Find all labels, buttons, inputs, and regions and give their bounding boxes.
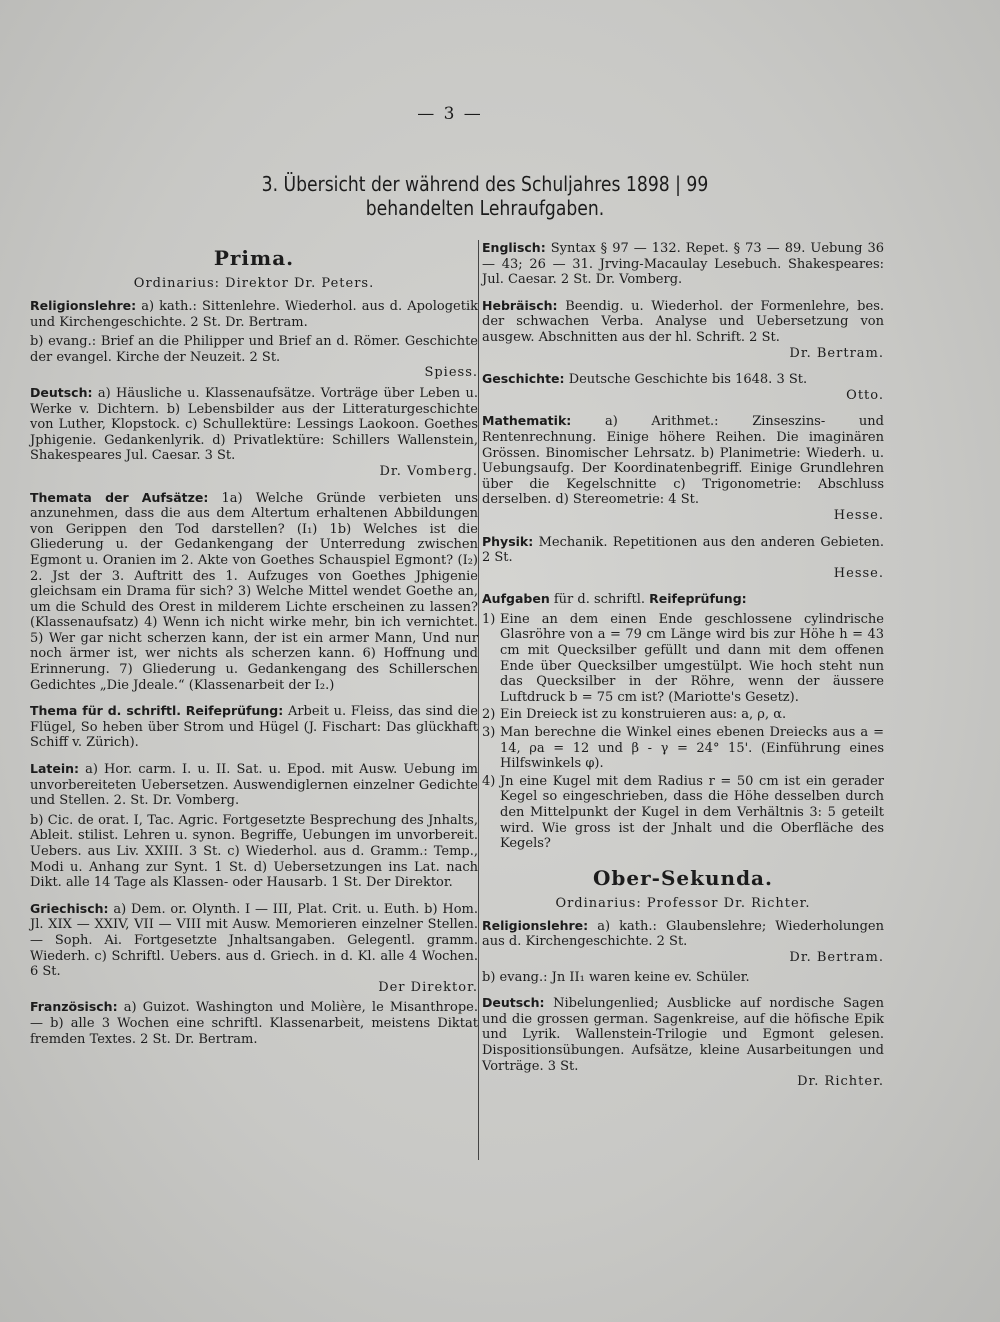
prima-franzoesisch — [30, 999, 478, 1047]
subject-label: Aufgaben — [482, 591, 550, 607]
subject-text: Mechanik. Repetitionen aus den anderen Gebieten. 2 St. — [482, 534, 884, 566]
section-title-prima: Prima. — [213, 246, 295, 270]
os-religion-b — [482, 970, 884, 986]
teacher-signature: Hesse. — [833, 507, 884, 523]
subject-label: Französisch: — [30, 999, 118, 1015]
problem-number: 3) — [482, 725, 496, 741]
os-religion-a — [482, 918, 884, 966]
subject-label: Mathematik: — [482, 413, 572, 429]
subject-text: a) kath.: Sittenlehre. Wiederhol. aus d. Apologetik und Kirchengeschichte. 2 St. Dr. Bertram. — [30, 299, 478, 330]
subject-label: Reifeprüfung: — [649, 591, 747, 607]
subject-label: Geschichte: — [482, 371, 565, 387]
subject-label: Reifeprüfung: — [185, 703, 284, 719]
left-column — [30, 240, 478, 1057]
heading-line-2: behandelten Lehraufgaben. — [365, 196, 605, 220]
page-number: — 3 — — [417, 104, 483, 124]
problem-number: 1) — [482, 611, 496, 627]
prima-geschichte — [482, 371, 884, 403]
subject-text: a) Arithmet.: Zinseszins- und Rentenrechnung. Einige höhere Reihen. Die imaginären Grössen. Binomischer Lehrsatz. b) Planimetrie: Wiederh. u. Uebungsaufg. Der Koordinatenbegriff. Einige Grundlehren über die Kegelschnitte c) Trigonometrie: Abschluss derselben. d) Stereometrie: 4 St. — [482, 414, 884, 508]
subject-label: Griechisch: — [30, 900, 109, 916]
subject-text: b) evang.: Jn II₁ waren keine ev. Schüler. — [482, 969, 750, 985]
subject-text: a) Häusliche u. Klassenaufsätze. Vorträge über Leben u. Werke v. Dichtern. b) Lebensbilder aus der Litteraturgeschichte von Luther, Klopstock. c) Schullektüre: Lessings Laokoon. Goethes Jphigenie. Gedankenlyrik. d) Privatlektüre: Schillers Wallenstein, Shakespeares Jul. Caesar. 3 St. — [30, 385, 478, 464]
problem-item — [482, 774, 884, 852]
page-heading — [231, 172, 738, 220]
prima-religion-a — [30, 298, 478, 330]
problem-text: Jn eine Kugel mit dem Radius r = 50 cm ist ein gerader Kegel so eingeschrieben, dass die Höhe desselben durch den Mittelpunkt der Kugel in dem Verhältnis 3: 5 geteilt wird. Wie gross ist der Jnhalt und die Oberfläche des Kegels? — [500, 773, 884, 852]
prima-thema-reifepruefung — [30, 703, 478, 751]
right-column — [482, 240, 884, 1100]
subject-label: Latein: — [30, 761, 80, 777]
subject-label: Deutsch: — [30, 384, 93, 400]
problem-item — [482, 707, 884, 723]
column-divider — [478, 240, 479, 1160]
prima-englisch — [482, 240, 884, 288]
teacher-signature: Dr. Bertram. — [789, 949, 884, 965]
subject-label: Aufsätze: — [141, 489, 209, 505]
problem-number: 2) — [482, 707, 496, 723]
subject-text: Deutsche Geschichte bis 1648. 3 St. — [568, 372, 808, 388]
subject-text: Syntax § 97 — 132. Repet. § 73 — 89. Uebung 36 — 43; 26 — 31. Jrving-Macaulay Lesebuch. Shakespeares: Jul. Caesar. 2 St. Dr. Vomberg. — [482, 241, 884, 288]
teacher-signature: Hesse. — [833, 565, 884, 581]
heading-line-1: 3. Übersicht der während des Schuljahres 1898 | 99 — [261, 172, 709, 196]
ordinarius-prima: Ordinarius: Direktor Dr. Peters. — [133, 276, 375, 291]
problem-text: Ein Dreieck ist zu konstruieren aus: a, ρ, α. — [500, 707, 787, 723]
subject-text: a) Dem. or. Olynth. I — III, Plat. Crit. u. Euth. b) Hom. Jl. XIX — XXIV, VII — VIII mit Ausw. Memorieren einzelner Stellen. — Soph. Ai. Fortgesetzte Jnhaltsangaben. Gelegentl. gramm. Wiederh. c) Schriftl. Uebers. aus d. Griech. in d. Kl. alle 4 Wochen. 6 St. — [30, 901, 479, 980]
subject-text: Nibelungenlied; Ausblicke auf nordische Sagen und die grossen german. Sagenkreise, auf die höfische Epik und Lyrik. Wallenstein-Trilogie und Egmont gelesen. Dispositionsübungen. Aufsätze, kleine Ausarbeitungen und Vorträge. 3 St. — [482, 996, 885, 1074]
prima-deutsch — [30, 385, 478, 480]
section-title-obersekunda: Ober-Sekunda. — [593, 865, 773, 890]
subject-text: a) Hor. carm. I. u. II. Sat. u. Epod. mit Ausw. Uebung im unvorbereiteten Uebersetzen. Auswendiglernen einzelner Gedichte und Stellen. 2. St. Dr. Vomberg. — [30, 762, 478, 809]
prima-mathematik — [482, 413, 884, 523]
subject-label: Hebräisch: — [482, 297, 558, 313]
teacher-signature: Der Direktor. — [378, 979, 478, 995]
problem-item — [482, 612, 884, 706]
prima-themata — [30, 490, 478, 694]
prima-religion-b — [30, 334, 478, 381]
problem-item — [482, 725, 884, 772]
prima-physik — [482, 534, 884, 582]
subject-label: Themata der — [30, 489, 129, 505]
aufgaben-heading — [482, 591, 884, 608]
ordinarius-obersekunda: Ordinarius: Professor Dr. Richter. — [555, 895, 811, 911]
subject-text: a) kath.: Glaubenslehre; Wiederholungen aus d. Kirchengeschichte. 2 St. — [482, 918, 884, 950]
prima-latein-b — [30, 813, 478, 891]
subject-text: a) Guizot. Washington und Molière, le Misanthrope. — b) alle 3 Wochen eine schriftl. Klassenarbeit, meistens Diktat fremden Textes. 2 St. Dr. Bertram. — [30, 1000, 478, 1047]
prima-griechisch — [30, 901, 478, 996]
subject-text: b) Cic. de orat. I, Tac. Agric. Fortgesetzte Besprechung des Jnhalts, Ableit. stilist. Lehren u. synon. Begriffe, Uebungen im unvorbereit. Uebers. aus Liv. XXIII. 3 St. c) Wiederhol. aus d. Gramm.: Temp., Modi u. Anhang zur Synt. 1 St. d) Uebersetzungen ins Lat. nach Dikt. alle 14 Tage als Klassen- oder Hausarb. 1 St. Der Direktor. — [30, 812, 478, 891]
teacher-signature: Otto. — [846, 387, 884, 403]
prima-latein-a — [30, 761, 478, 809]
teacher-signature: Spiess. — [424, 365, 478, 381]
subject-label: Religionslehre: — [30, 298, 137, 313]
subject-text: b) evang.: Brief an die Philipper und Brief an d. Römer. Geschichte der evangel. Kirche der Neuzeit. 2 St. — [30, 334, 478, 365]
teacher-signature: Dr. Bertram. — [789, 345, 884, 361]
subject-label: Englisch: — [482, 240, 546, 255]
subject-text: Arbeit u. Fleiss, das sind die Flügel, So heben über Strom und Hügel (J. Fischart: Das glückhaft Schiff v. Zürich). — [30, 704, 478, 751]
subject-label: Physik: — [482, 533, 534, 549]
subject-label: Deutsch: — [482, 995, 545, 1011]
prima-hebraeisch — [482, 298, 884, 361]
subject-label: Thema für d. schriftl. — [30, 703, 182, 719]
subject-text: 1a) Welche Gründe verbieten uns anzunehmen, dass die aus dem Altertum erhaltenen Abbildungen von Gerippen den Tod darstellen? (I₁) 1b) Welches ist die Gliederung u. der Gedankengang der Unterredung zwischen Egmont u. Oranien im 2. Akte von Goethes Schauspiel Egmont? (I₂) 2. Jst der 3. Auftritt des 1. Aufzuges von Goethes Jphigenie gleichsam ein Drama für sich? 3) Welche Mittel wendet Goethe an, um die Schuld des Orest in milderem Lichte erscheinen zu lassen? (Klassenaufsatz) 4) Wenn ich nicht wirke mehr, bin ich vernichtet. 5) Wer gar nicht scherzen kann, der ist ein armer Mann, Und nur noch ärmer ist, wer nichts als scherzen kann. 6) Hoffnung und Erinnerung. 7) Gliederung u. Gedankengang des Schillerschen Gedichtes „Die Jdeale.“ (Klassenarbeit der I₂.) — [30, 490, 479, 693]
teacher-signature: Dr. Vomberg. — [379, 463, 478, 479]
subject-text: Beendig. u. Wiederhol. der Formenlehre, bes. der schwachen Verba. Analyse und Uebersetzung von ausgew. Abschnitten aus der hl. Schrift. 2 St. — [482, 298, 885, 345]
problem-text: Eine an dem einen Ende geschlossene cylindrische Glasröhre von a = 79 cm Länge wird bis zur Höhe h = 43 cm mit Quecksilber gefüllt und dann mit dem offenen Ende über Quecksilber umgestülpt. Wie hoch steht nun das Quecksilber in der Röhre, wenn der äussere Luftdruck b = 75 cm ist? (Mariotte's Gesetz). — [500, 611, 884, 705]
problem-number: 4) — [482, 773, 496, 789]
os-deutsch — [482, 995, 884, 1090]
subject-label: Religionslehre: — [482, 917, 589, 933]
teacher-signature: Dr. Richter. — [797, 1074, 884, 1090]
problem-text: Man berechne die Winkel eines ebenen Dreiecks aus a = 14, ρa = 12 und β - γ = 24° 15'. (Einführung eines Hilfswinkels φ). — [500, 725, 884, 772]
subject-text: für d. schriftl. — [553, 592, 645, 608]
